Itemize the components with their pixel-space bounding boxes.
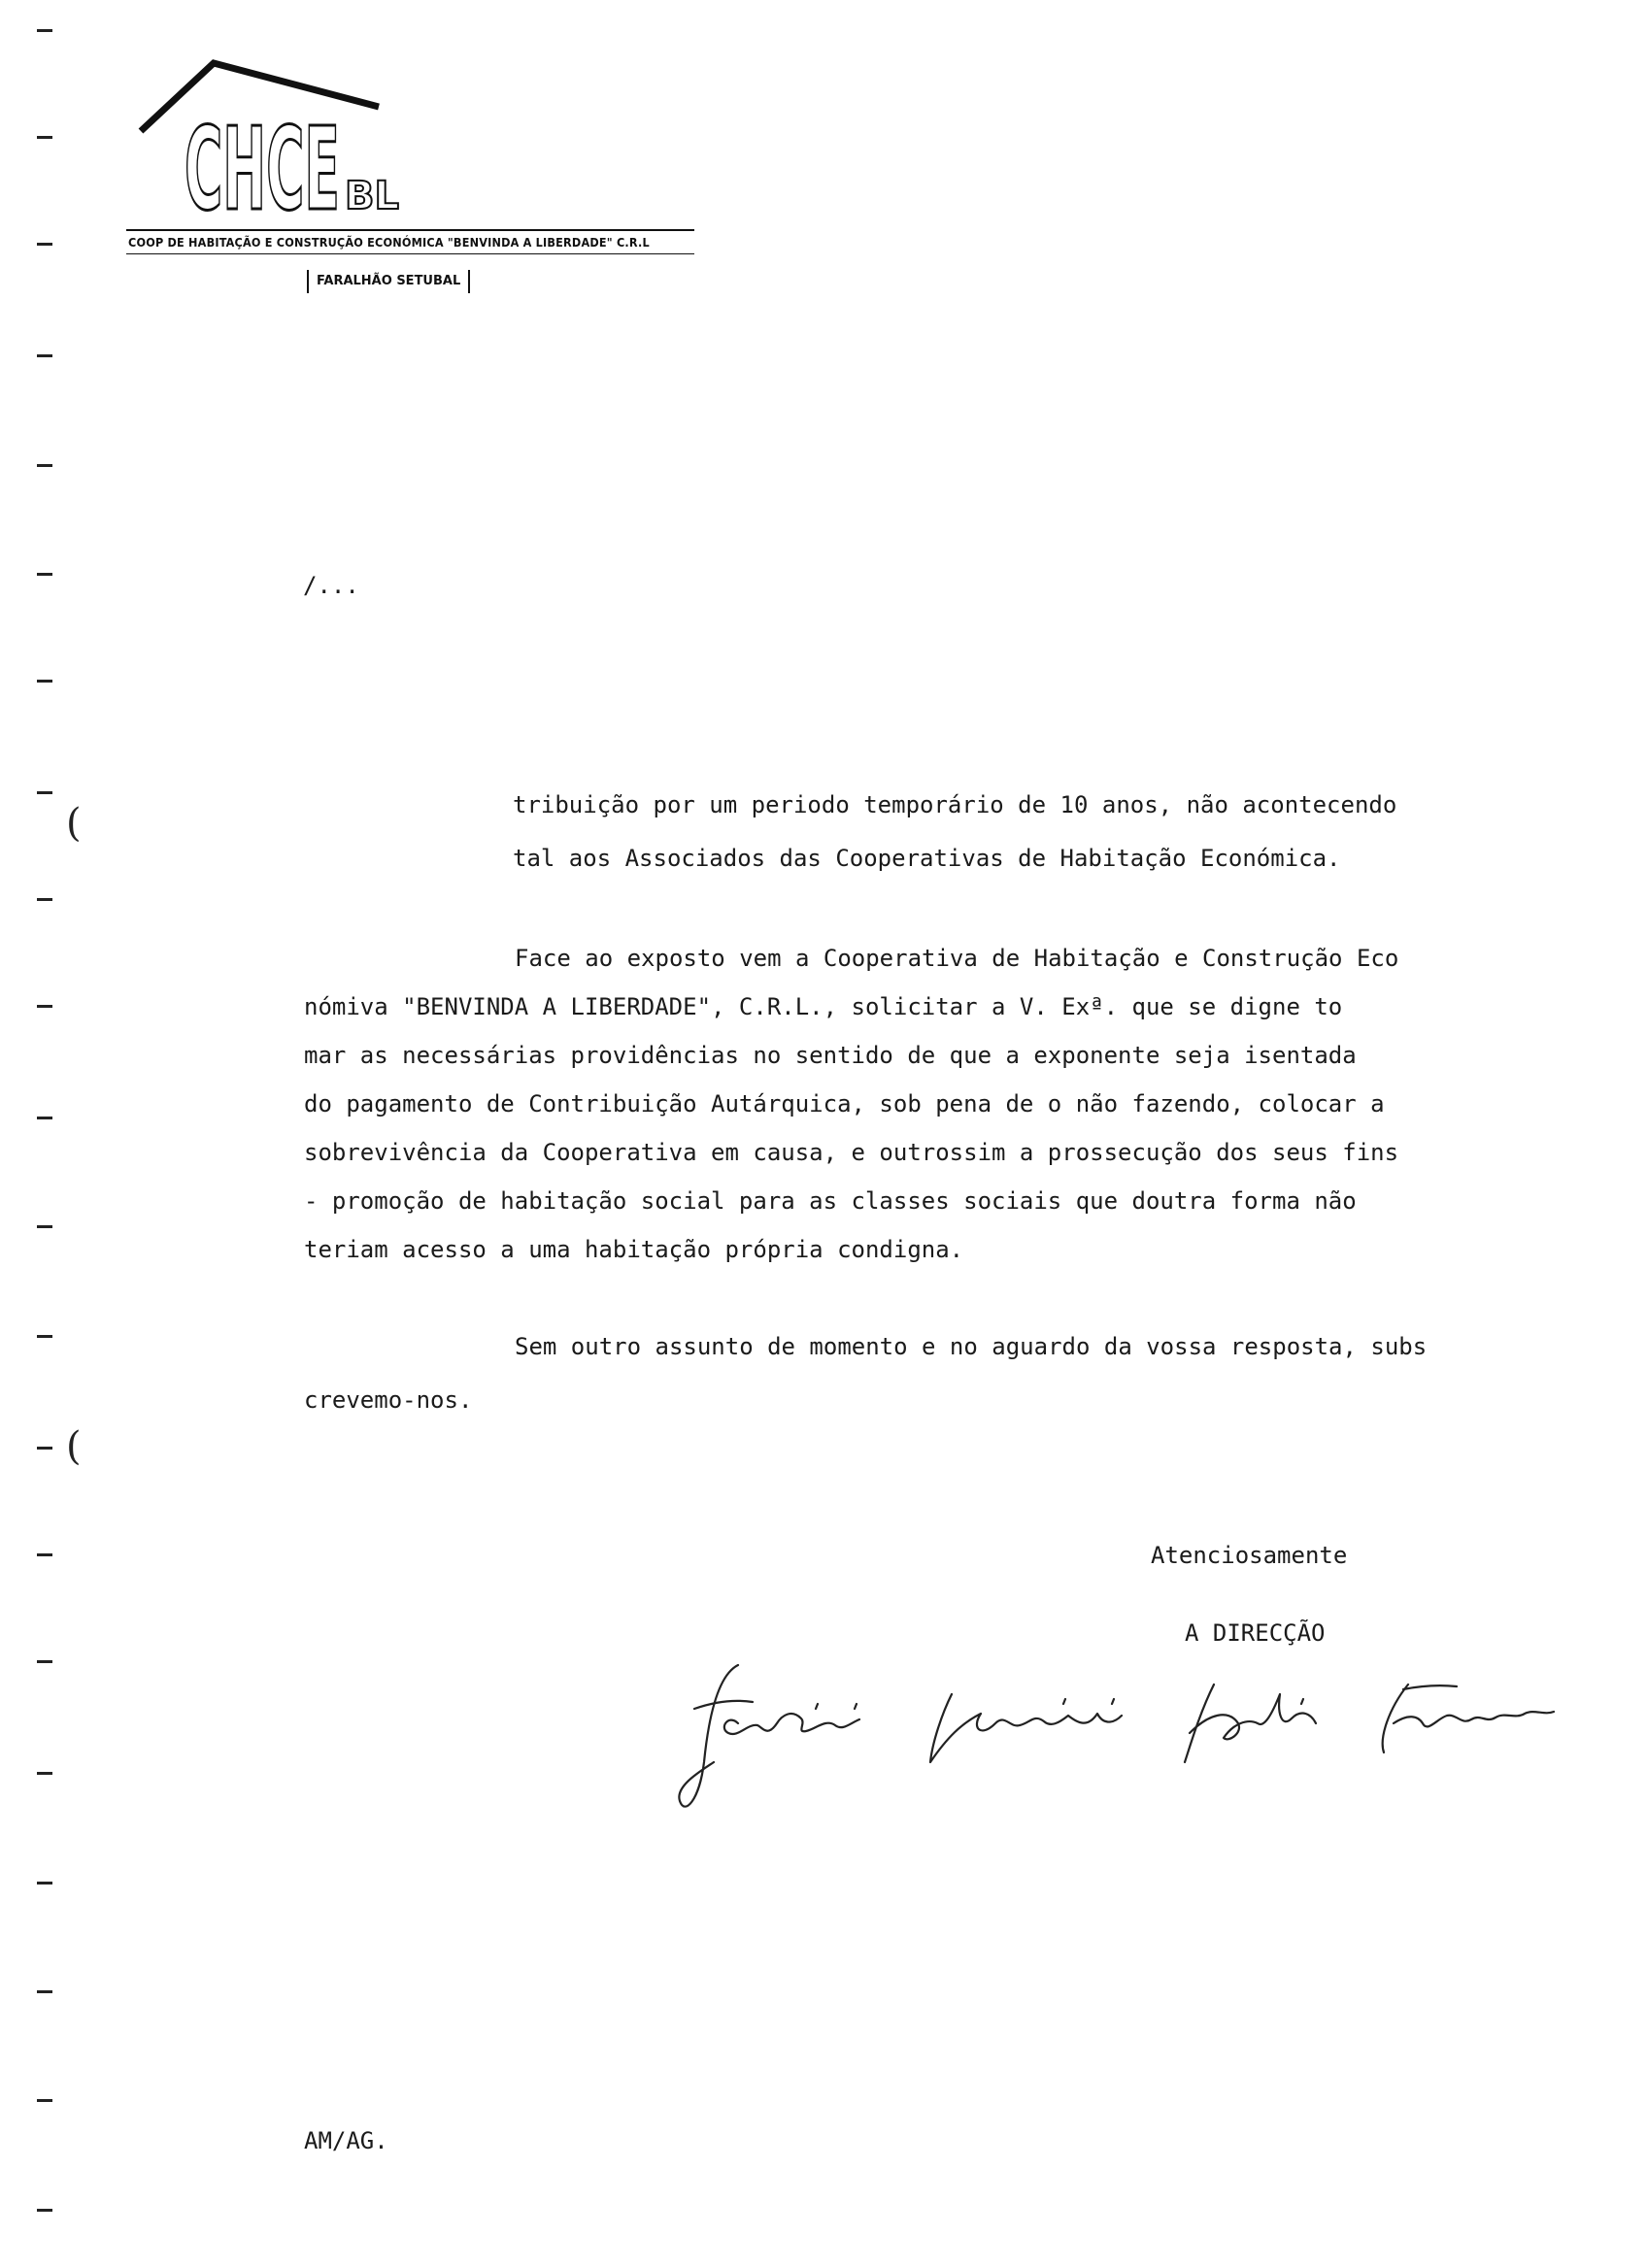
- margin-tick: [37, 243, 52, 246]
- paragraph-3-line: crevemo-nos.: [304, 1386, 473, 1414]
- margin-tick: [37, 1990, 52, 1993]
- organization-name: COOP DE HABITAÇÃO E CONSTRUÇÃO ECONÓMICA "BENVINDA A LIBERDADE" C.R.L: [126, 229, 694, 254]
- paragraph-1-line: tribuição por um periodo temporário de 10 anos, não acontecendo: [513, 791, 1397, 818]
- margin-tick: [37, 136, 52, 139]
- margin-tick: [37, 573, 52, 576]
- margin-tick: [37, 29, 52, 32]
- paragraph-2-line: Face ao exposto vem a Cooperativa de Habitação e Construção Eco: [515, 945, 1399, 972]
- margin-tick: [37, 1335, 52, 1338]
- margin-tick: [37, 1005, 52, 1008]
- reference-initials: AM/AG.: [304, 2127, 388, 2154]
- logo-suffix: BL: [345, 174, 399, 218]
- paragraph-2-line: mar as necessárias providências no sentido de que a exponente seja isentada: [304, 1042, 1357, 1069]
- signatory-title: A DIRECÇÃO: [1185, 1619, 1326, 1647]
- margin-tick: [37, 1117, 52, 1119]
- margin-tick: [37, 2099, 52, 2102]
- closing-salutation: Atenciosamente: [1151, 1542, 1348, 1569]
- margin-tick: [37, 354, 52, 357]
- margin-tick: [37, 791, 52, 794]
- margin-tick: [37, 898, 52, 901]
- paragraph-2-line: sobrevivência da Cooperativa em causa, e outrossim a prossecução dos seus fins: [304, 1139, 1399, 1166]
- margin-bracket: (: [66, 1424, 82, 1469]
- paragraph-2-line: do pagamento de Contribuição Autárquica, sob pena de o não fazendo, colocar a: [304, 1090, 1385, 1117]
- continuation-mark: /...: [303, 572, 359, 599]
- paragraph-2-line: teriam acesso a uma habitação própria condigna.: [304, 1236, 964, 1263]
- margin-tick: [37, 464, 52, 467]
- paragraph-3-line: Sem outro assunto de momento e no aguardo da vossa resposta, subs: [515, 1333, 1428, 1360]
- margin-tick: [37, 1660, 52, 1663]
- margin-tick: [37, 1553, 52, 1556]
- handwritten-signature: [670, 1655, 1602, 1820]
- margin-tick: [37, 1772, 52, 1775]
- margin-tick: [37, 1447, 52, 1450]
- margin-bracket: (: [66, 801, 82, 846]
- paragraph-1-line: tal aos Associados das Cooperativas de Habitação Económica.: [513, 845, 1341, 872]
- paragraph-2-line: - promoção de habitação social para as classes sociais que doutra forma não: [304, 1187, 1357, 1215]
- cooperative-logo: [126, 53, 418, 228]
- margin-tick: [37, 1882, 52, 1884]
- organization-location: FARALHÃO SETUBAL: [307, 270, 470, 293]
- margin-tick: [37, 680, 52, 683]
- margin-tick: [37, 2209, 52, 2212]
- margin-tick: [37, 1225, 52, 1228]
- logo-text: CHCE: [185, 102, 340, 228]
- paragraph-2-line: nómiva "BENVINDA A LIBERDADE", C.R.L., solicitar a V. Exª. que se digne to: [304, 993, 1343, 1020]
